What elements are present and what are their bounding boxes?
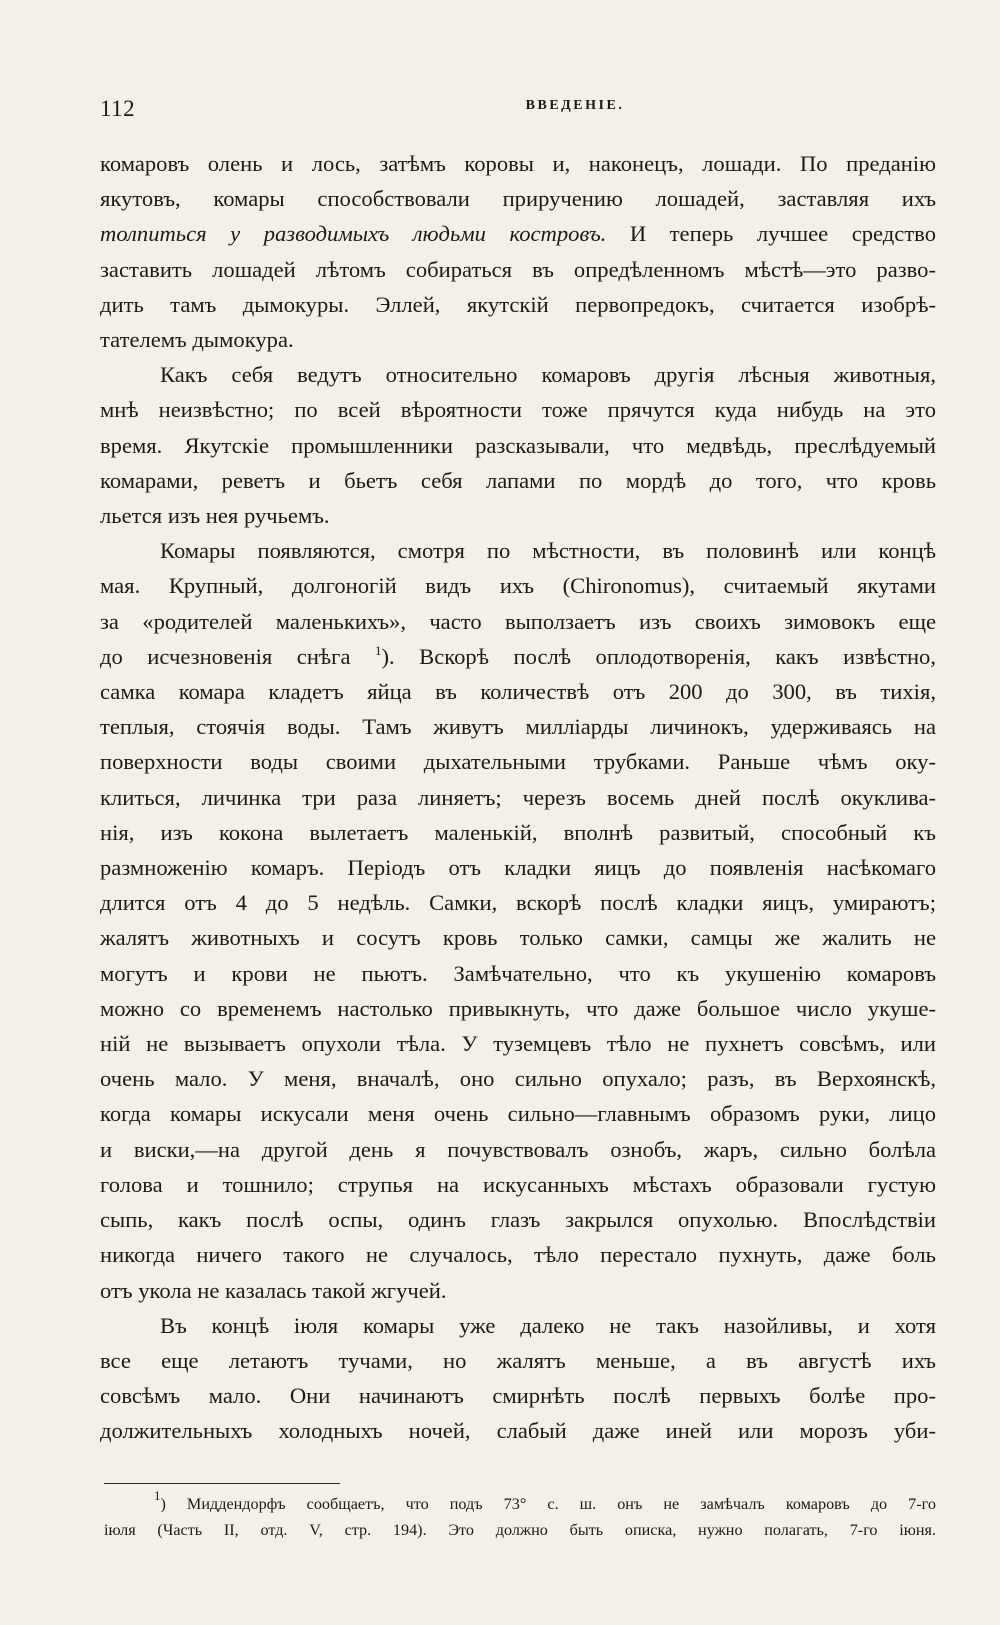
footnote-number: 1: [154, 1488, 161, 1503]
text-line: можно со временемъ настолько привыкнуть, что даже большое число укуше-: [100, 995, 936, 1021]
text-line: якутовъ, комары способствовали приручению лошадей, заставляя ихъ: [100, 186, 936, 212]
text-line: должительныхъ холодныхъ ночей, слабый даже иней или морозъ уби-: [100, 1418, 936, 1444]
italic-phrase: толпиться у разводимыхъ людьми костровъ.: [100, 221, 607, 247]
text-line: заставить лошадей лѣтомъ собираться въ опредѣленномъ мѣстѣ—это разво-: [100, 256, 936, 282]
page-header: [100, 96, 940, 136]
text-fragment: И теперь лучшее средство: [606, 221, 936, 247]
text-line: все еще летаютъ тучами, но жалятъ меньше, а въ августѣ ихъ: [100, 1347, 936, 1373]
text-line: отъ укола не казалась такой жгучей.: [100, 1277, 447, 1303]
text-fragment: ). Вскорѣ послѣ оплодотворенія, какъ извѣстно,: [381, 643, 936, 669]
running-head: ВВЕДЕНІЕ.: [525, 98, 625, 113]
paragraph-4-cont: [100, 1343, 936, 1449]
text-line: ній не вызываетъ опухоли тѣла. У туземцевъ тѣло не пухнетъ совсѣмъ, или: [100, 1031, 936, 1057]
text-line: Въ концѣ іюля комары уже далеко не такъ назойливы, и хотя: [160, 1312, 936, 1338]
text-line: льется изъ нея ручьемъ.: [100, 503, 330, 529]
text-line: очень мало. У меня, вначалѣ, оно сильно опухало; разъ, въ Верхоянскѣ,: [100, 1066, 936, 1092]
paragraph-2-cont: [100, 392, 936, 533]
text-line: размноженію комаръ. Періодъ отъ кладки яицъ до появленія насѣкомаго: [100, 855, 936, 881]
footnote-text: ) Миддендорфъ сообщаетъ, что подъ 73° с. ш. онъ не замѣчалъ комаровъ до 7-го: [160, 1495, 936, 1513]
text-line: жалятъ животныхъ и сосутъ кровь только самки, самцы же жалить не: [100, 925, 936, 951]
text-line: и виски,—на другой день я почувствовалъ ознобъ, жаръ, сильно болѣла: [100, 1136, 936, 1162]
footnote-line: іюля (Часть II, отд. V, стр. 194). Это должно быть описка, нужно полагать, 7-го іюня.: [104, 1521, 936, 1539]
text-line: совсѣмъ мало. Они начинаютъ смирнѣть послѣ первыхъ болѣе про-: [100, 1383, 936, 1409]
main-text: [100, 146, 936, 1449]
text-line: голова и тошнило; струпья на искусанныхъ мѣстахъ образовали густую: [100, 1171, 936, 1197]
text-fragment: до исчезновенія снѣга: [100, 643, 375, 669]
text-line: комарами, реветъ и бьетъ себя лапами по мордѣ до того, что кровь: [100, 467, 936, 493]
text-line: время. Якутскіе промышленники разсказывали, что медвѣдь, преслѣдуемый: [100, 432, 936, 458]
text-line: [100, 639, 936, 674]
paragraph-2: [100, 357, 936, 392]
text-line: когда комары искусали меня очень сильно—главнымъ образомъ руки, лицо: [100, 1101, 936, 1127]
text-line: теплыя, стоячія воды. Тамъ живутъ милліарды личинокъ, удерживаясь на: [100, 714, 936, 740]
page-number: 112: [100, 96, 136, 121]
text-line: [100, 216, 936, 251]
text-line: могутъ и крови не пьютъ. Замѣчательно, что къ укушенію комаровъ: [100, 960, 936, 986]
footnote: [104, 1488, 936, 1543]
text-line: комаровъ олень и лось, затѣмъ коровы и, наконецъ, лошади. По преданію: [100, 151, 936, 176]
text-line: дить тамъ дымокуры. Эллей, якутскій первопредокъ, считается изобрѣ-: [100, 291, 936, 317]
text-line: поверхности воды своими дыхательными трубками. Раньше чѣмъ оку-: [100, 749, 936, 775]
text-line: нія, изъ кокона вылетаетъ маленькій, вполнѣ развитый, способный къ: [100, 819, 936, 845]
paragraph-1: [100, 146, 936, 357]
text-line: Какъ себя ведутъ относительно комаровъ другія лѣсныя животныя,: [160, 362, 936, 388]
footnote-marker[interactable]: 1: [375, 642, 382, 658]
text-line: самка комара кладетъ яйца въ количествѣ отъ 200 до 300, въ тихія,: [100, 679, 936, 705]
text-line: сыпь, какъ послѣ оспы, одинъ глазъ закрылся опухолью. Впослѣдствіи: [100, 1207, 936, 1233]
text-line: клиться, личинка три раза линяетъ; черезъ восемь дней послѣ окуклива-: [100, 784, 936, 810]
text-line: тателемъ дымокура.: [100, 327, 294, 353]
text-line: Комары появляются, смотря по мѣстности, въ половинѣ или концѣ: [160, 538, 936, 564]
text-line: никогда ничего такого не случалось, тѣло перестало пухнуть, даже боль: [100, 1242, 936, 1268]
text-line: за «родителей маленькихъ», часто выползаетъ изъ своихъ зимовокъ еще: [100, 608, 936, 634]
footnote-line: [104, 1488, 936, 1517]
footnote-divider: [104, 1483, 340, 1484]
paragraph-4: [100, 1308, 936, 1343]
paragraph-3: [100, 533, 936, 568]
text-line: длится отъ 4 до 5 недѣль. Самки, вскорѣ послѣ кладки яицъ, умираютъ;: [100, 890, 936, 916]
text-line: мая. Крупный, долгоногій видъ ихъ (Chironomus), считаемый якутами: [100, 573, 936, 599]
paragraph-3-cont: [100, 568, 936, 1307]
text-line: мнѣ неизвѣстно; по всей вѣроятности тоже прячутся куда нибудь на это: [100, 397, 936, 423]
